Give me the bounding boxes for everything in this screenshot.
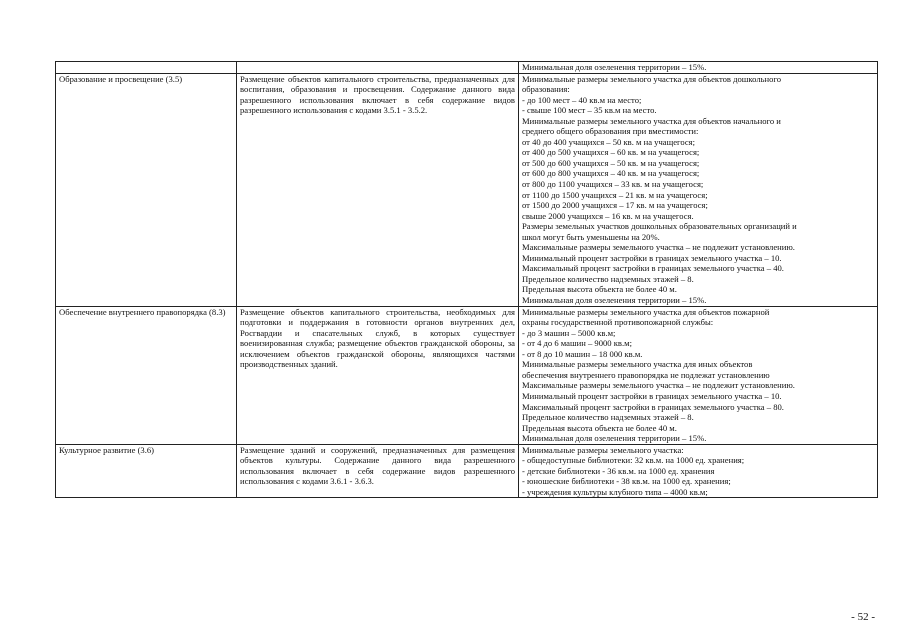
parameter-line: Предельное количество надземных этажей – 8. [522, 273, 694, 284]
page-number: - 52 - [851, 611, 875, 623]
table-row [56, 306, 878, 444]
description-cell [237, 73, 519, 306]
parameter-line: - свыше 100 мест – 35 кв.м на место. [522, 105, 657, 116]
use-type-name: Обеспечение внутреннего правопорядка (8.3) [59, 306, 226, 317]
parameter-line: обеспечения внутреннего правопорядка не подлежат установлению [522, 369, 770, 380]
use-type-name: Образование и просвещение (3.5) [59, 73, 183, 84]
parameter-line: Минимальные размеры земельного участка: [522, 444, 684, 455]
use-type-cell [56, 73, 237, 306]
parameters-cell [519, 62, 878, 74]
parameter-line: от 800 до 1100 учащихся – 33 кв. м на учащегося; [522, 179, 704, 190]
parameter-line: Минимальные размеры земельного участка для объектов начального и [522, 115, 781, 126]
parameter-line: от 500 до 600 учащихся – 50 кв. м на учащегося; [522, 157, 700, 168]
use-type-cell [56, 306, 237, 444]
parameters-cell [519, 73, 878, 306]
description-cell [237, 444, 519, 498]
parameter-line: среднего общего образования при вместимости: [522, 126, 699, 137]
use-type-description: Размещение зданий и сооружений, предназначенных для размещения объектов культуры. Содержание данного вида разрешенного использования включает в себя содержание видов разрешенного использования с кодами 3.6.1 - 3.6.3. [240, 444, 515, 487]
parameter-line: образования: [522, 84, 570, 95]
parameter-line: свыше 2000 учащихся – 16 кв. м на учащегося. [522, 210, 694, 221]
parameter-line: Предельное количество надземных этажей – 8. [522, 412, 694, 423]
parameter-line: Минимальный процент застройки в границах земельного участка – 10. [522, 252, 782, 263]
parameter-line: от 1500 до 2000 учащихся – 17 кв. м на учащегося; [522, 200, 708, 211]
use-type-cell [56, 444, 237, 498]
parameter-line: - до 3 машин – 5000 кв.м; [522, 327, 616, 338]
description-cell [237, 62, 519, 74]
parameter-line: от 600 до 800 учащихся – 40 кв. м на учащегося; [522, 168, 700, 179]
parameter-line: - общедоступные библиотеки: 32 кв.м. на 1000 ед. хранения; [522, 455, 745, 466]
parameters-cell [519, 444, 878, 498]
table-row [56, 444, 878, 498]
table-row [56, 73, 878, 306]
parameter-line: - учреждения культуры клубного типа – 4000 кв.м; [522, 486, 708, 497]
parameter-line: Максимальные размеры земельного участка – не подлежит установлению. [522, 380, 795, 391]
parameter-line: - до 100 мест – 40 кв.м на место; [522, 94, 642, 105]
parameter-line: - юношеские библиотеки - 38 кв.м. на 1000 ед. хранения; [522, 476, 731, 487]
use-type-description: Размещение объектов капитального строительства, предназначенных для воспитания, образования и просвещения. Содержание данного вида разрешенного использования включает в себя содержание видов разрешенного использования с кодами 3.5.1 - 3.5.2. [240, 73, 515, 116]
parameter-line: Минимальная доля озеленения территории – 15%. [522, 295, 707, 306]
parameter-line: Минимальный процент застройки в границах земельного участка – 10. [522, 390, 782, 401]
parameters-cell [519, 306, 878, 444]
parameter-line: Максимальные размеры земельного участка – не подлежит установлению. [522, 242, 795, 253]
parameter-line: - от 8 до 10 машин – 18 000 кв.м. [522, 348, 643, 359]
parameter-line: Максимальный процент застройки в границах земельного участка – 80. [522, 401, 784, 412]
parameter-line: Предельная высота объекта не более 40 м. [522, 422, 677, 433]
description-cell [237, 306, 519, 444]
use-type-description: Размещение объектов капитального строительства, необходимых для подготовки и поддержания в готовности органов внутренних дел, Росгвардии и спасательных служб, в которых существует военизированная служба; размещение объектов гражданской обороны, за исключением объектов гражданской обороны, являющихся частями производственных зданий. [240, 306, 515, 370]
parameter-line: - детские библиотеки - 36 кв.м. на 1000 ед. хранения [522, 465, 715, 476]
use-type-name: Культурное развитие (3.6) [59, 444, 155, 455]
parameter-line: Предельная высота объекта не более 40 м. [522, 284, 677, 295]
parameter-line: - от 4 до 6 машин – 9000 кв.м; [522, 338, 632, 349]
parameter-line: школ могут быть уменьшены на 20%. [522, 231, 660, 242]
parameter-line: от 400 до 500 учащихся – 60 кв. м на учащегося; [522, 147, 700, 158]
parameter-line: Минимальная доля озеленения территории – 15%. [522, 433, 707, 444]
parameter-line: охраны государственной противопожарной службы: [522, 317, 714, 328]
land-use-regulations-table [55, 61, 878, 498]
parameter-line: Минимальные размеры земельного участка для объектов дошкольного [522, 73, 782, 84]
parameter-line: Минимальные размеры земельного участка для иных объектов [522, 359, 753, 370]
parameter-line: Минимальная доля озеленения территории – 15%. [522, 62, 707, 72]
regulations-table-page [55, 61, 877, 498]
parameter-line: Минимальные размеры земельного участка для объектов пожарной [522, 306, 770, 317]
parameter-line: от 40 до 400 учащихся – 50 кв. м на учащегося; [522, 136, 696, 147]
use-type-cell [56, 62, 237, 74]
parameter-line: от 1100 до 1500 учащихся – 21 кв. м на учащегося; [522, 189, 708, 200]
parameter-line: Размеры земельных участков дошкольных образовательных организаций и [522, 221, 797, 232]
parameter-line: Максимальный процент застройки в границах земельного участка – 40. [522, 263, 784, 274]
table-row-continuation [56, 62, 878, 74]
